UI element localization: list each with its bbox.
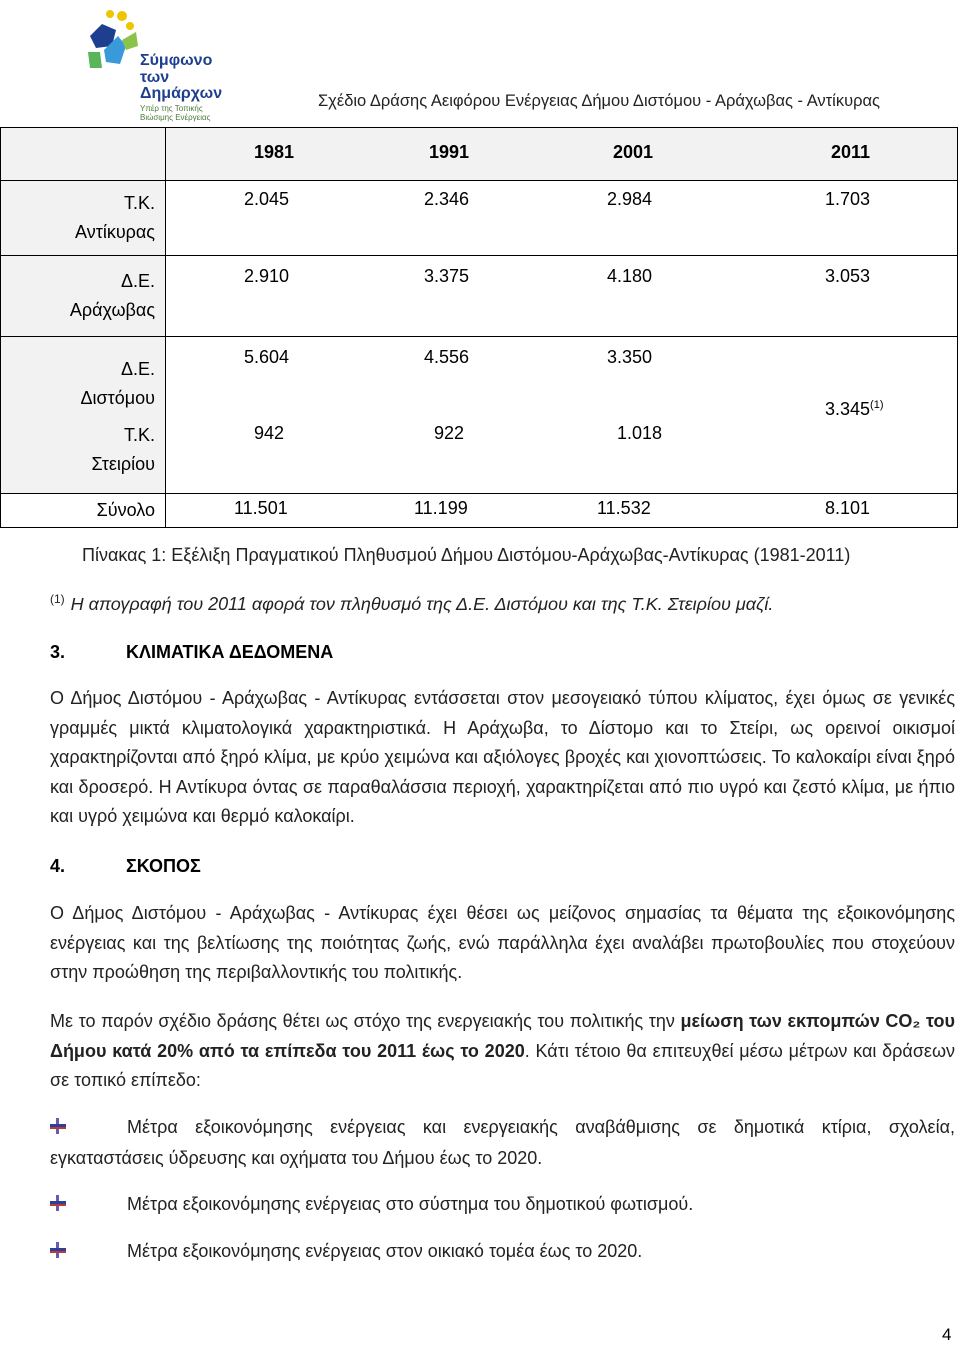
table-caption: Πίνακας 1: Εξέλιξη Πραγματικού Πληθυσμού Δήμου Διστόμου-Αράχωβας-Αντίκυρας (1981-2011) bbox=[82, 545, 851, 565]
section-heading-climate: 3. ΚΛΙΜΑΤΙΚΑ ΔΕΔΟΜΕΝΑ bbox=[50, 642, 334, 662]
bullet-icon bbox=[50, 1118, 66, 1134]
value-cell: 4.180 bbox=[607, 266, 653, 286]
paragraph-purpose-1: Ο Δήμος Διστόμου - Αράχωβας - Αντίκυρας έχει θέσει ως μείζονος σημασίας τα θέματα της εξοικονόμησης ενέργειας και της βελτίωσης της ποιότητας ζωής, ενώ παράλληλα έχει αναλάβει πρωτοβουλίες που στοχεύουν στην προώθηση της περιβαλλοντικής του πολιτικής. bbox=[50, 903, 955, 982]
value-cell: 4.556 bbox=[424, 347, 470, 367]
row-values-arachova bbox=[166, 256, 958, 337]
merged-value-2011: 3.345$^{(1)}$ bbox=[825, 399, 884, 419]
table-row bbox=[1, 181, 958, 256]
value-cell: 5.604 bbox=[244, 347, 290, 367]
value-cell: 2.984 bbox=[607, 189, 653, 209]
logo-line1: Σύμφωνο bbox=[140, 52, 213, 69]
logo-line2: των Δημάρχων bbox=[140, 69, 223, 102]
page-number: 4 bbox=[942, 1325, 952, 1344]
paragraph-climate: Ο Δήμος Διστόμου - Αράχωβας - Αντίκυρας εντάσσεται στον μεσογειακό τύπου κλίματος, έχει όμως σε γενικές γραμμές μικτά κλιματολογικά χαρακτηριστικά. Η Αράχωβα, το Δίστομο και το Στείρι, ως ορεινοί οικισμοί χαρακτηρίζονται από ξηρό κλίμα, με κρύο χειμώνα και αξιόλογες βροχές και χιονοπτώσεις. Το καλοκαίρι είναι ξηρό και δροσερό. Η Αντίκυρα όντας σε παραθαλάσσια περιοχή, χαρακτηρίζεται από πιο υγρό και ζεστό κλίμα, με ήπιο και υγρό χειμώνα και θερμό καλοκαίρι. bbox=[50, 688, 955, 826]
table-row-merged bbox=[1, 337, 958, 494]
footnote-mark: (1) bbox=[870, 399, 884, 411]
years-cell bbox=[166, 128, 958, 181]
value-cell: 3.375 bbox=[424, 266, 470, 286]
total-values bbox=[166, 494, 958, 528]
table-row bbox=[1, 256, 958, 337]
corner-cell bbox=[1, 128, 166, 181]
table-header-row bbox=[1, 128, 958, 181]
row-values-distomo-stiri bbox=[166, 337, 958, 494]
footnote bbox=[50, 592, 773, 615]
footnote-marker: (1) bbox=[50, 592, 65, 606]
row-label-antikyra: Τ.Κ. Αντίκυρας bbox=[1, 181, 166, 256]
logo-line3: Υπέρ της Τοπικής Βιώσιμης Ενέργειας bbox=[140, 104, 211, 122]
value-cell: 942 bbox=[254, 423, 285, 443]
value-cell: 2.910 bbox=[244, 266, 290, 286]
section-heading-purpose: 4. ΣΚΟΠΟΣ bbox=[50, 856, 201, 876]
value-cell: 2.045 bbox=[244, 189, 290, 209]
paragraph-purpose-2: Με το παρόν σχέδιο δράσης θέτει ως στόχο της ενεργειακής του πολιτικής την μείωση των εκπομπών CO₂ του Δήμου κατά 20% από τα επίπεδα του 2011 έως το 2020. Κάτι τέτοιο θα επιτευχθεί μέσω μέτρων και δράσεων σε τοπικό επίπεδο: bbox=[50, 1011, 956, 1090]
value-cell: 8.101 bbox=[825, 498, 871, 518]
row-label-distomo-stiri: Δ.Ε. Διστόμου Τ.Κ. Στειρίου bbox=[1, 337, 166, 494]
year-2001: 2001 bbox=[613, 142, 654, 162]
list-item: Μέτρα εξοικονόμησης ενέργειας στον οικιακό τομέα έως το 2020. bbox=[50, 1236, 955, 1267]
value-cell: 1.703 bbox=[825, 189, 871, 209]
table-total-row bbox=[1, 494, 958, 528]
row-values-antikyra bbox=[166, 181, 958, 256]
value-cell: 11.501 bbox=[234, 498, 288, 518]
row-label-arachova: Δ.Ε. Αράχωβας bbox=[1, 256, 166, 337]
emission-target: μείωση των εκπομπών CO₂ του Δήμου κατά 20% από τα επίπεδα του 2011 έως το 2020 bbox=[50, 1011, 955, 1061]
total-label: Σύνολο bbox=[1, 494, 166, 528]
value-cell: 11.199 bbox=[414, 498, 468, 518]
list-item: Μέτρα εξοικονόμησης ενέργειας και ενεργειακής αναβάθμισης σε δημοτικά κτίρια, σχολεία, εγκαταστάσεις ύδρευσης και οχήματα του Δήμου έως το 2020. bbox=[50, 1117, 955, 1168]
covenant-logo-icon bbox=[82, 6, 142, 76]
logo bbox=[82, 6, 232, 122]
value-cell: 3.053 bbox=[825, 266, 871, 286]
population-table bbox=[0, 127, 958, 528]
value-cell: 11.532 bbox=[597, 498, 651, 518]
year-1991: 1991 bbox=[429, 142, 470, 162]
value-cell: 3.350 bbox=[607, 347, 653, 367]
year-2011: 2011 bbox=[831, 142, 871, 162]
bullet-icon bbox=[50, 1195, 66, 1211]
list-item: Μέτρα εξοικονόμησης ενέργειας στο σύστημα του δημοτικού φωτισμού. bbox=[50, 1189, 955, 1220]
value-cell: 2.346 bbox=[424, 189, 470, 209]
bullet-icon bbox=[50, 1242, 66, 1258]
year-1981: 1981 bbox=[254, 142, 295, 162]
value-cell: 1.018 bbox=[617, 423, 663, 443]
footnote-text: Η απογραφή του 2011 αφορά τον πληθυσμό της Δ.Ε. Διστόμου και της Τ.Κ. Στειρίου μαζί. bbox=[70, 594, 774, 614]
page-header-title: Σχέδιο Δράσης Αειφόρου Ενέργειας Δήμου Διστόμου - Αράχωβας - Αντίκυρας bbox=[317, 92, 880, 110]
value-cell: 922 bbox=[434, 423, 465, 443]
